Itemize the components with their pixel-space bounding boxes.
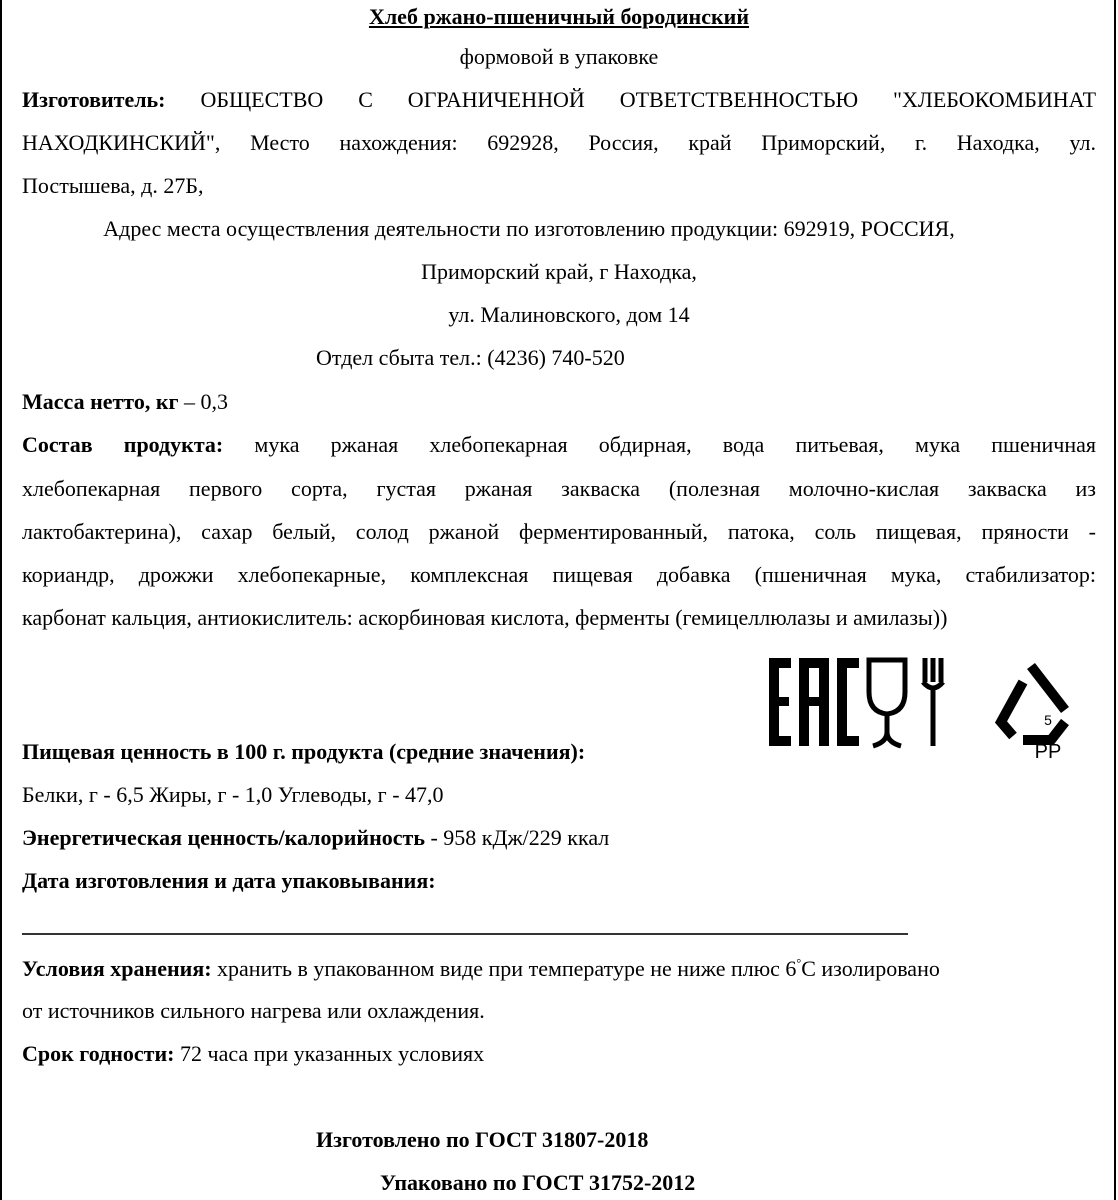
energy-value: Энергетическая ценность/калорийность - 958 кДж/229 ккал — [22, 825, 610, 850]
dates-label: Дата изготовления и дата упаковывания: — [22, 868, 436, 893]
storage-conditions: Условия хранения: хранить в упакованном виде при температуре не ниже плюс 6°С изолировано — [22, 956, 940, 981]
production-address-line-1: Адрес места осуществления деятельности по изготовлению продукции: 692919, РОССИЯ, — [103, 216, 955, 241]
date-fill-line — [22, 933, 908, 935]
manufacturer-line-2: НАХОДКИНСКИЙ", Место нахождения: 692928, Россия, край Приморский, г. Находка, ул. — [22, 130, 1096, 155]
recycle-number: 5 — [1044, 712, 1052, 728]
production-address-line-3: ул. Малиновского, дом 14 — [448, 302, 690, 327]
production-address-line-2: Приморский край, г Находка, — [421, 259, 697, 284]
shelf-life: Срок годности: 72 часа при указанных условиях — [22, 1041, 485, 1066]
composition-label: Состав продукта: — [22, 432, 224, 457]
product-subtitle: формовой в упаковке — [459, 44, 659, 69]
eac-food-recycle-icons — [765, 652, 1105, 762]
manufacturer-line-1: Изготовитель: ОБЩЕСТВО С ОГРАНИЧЕННОЙ ОТВЕТСТВЕННОСТЬЮ "ХЛЕБОКОМБИНАТ — [22, 87, 1097, 112]
nutrition-values: Белки, г - 6,5 Жиры, г - 1,0 Углеводы, г - 47,0 — [22, 782, 444, 807]
food-contact-icon — [869, 658, 943, 746]
gost-packed: Упаковано по ГОСТ 31752-2012 — [380, 1170, 696, 1195]
composition-line-4: кориандр, дрожжи хлебопекарные, комплексная пищевая добавка (пшеничная мука, стабилизатор: — [22, 562, 1096, 587]
storage-conditions-line-2: от источников сильного нагрева или охлаждения. — [22, 998, 485, 1023]
recycle-material: PP — [1034, 741, 1062, 762]
manufacturer-label: Изготовитель: — [22, 87, 166, 112]
eac-mark-icon — [769, 658, 859, 746]
recycle-pp-icon — [1001, 666, 1065, 740]
composition-line-3: лактобактерина), сахар белый, солод ржаной ферментированный, патока, соль пищевая, пряности - — [22, 519, 1096, 544]
net-mass: Масса нетто, кг – 0,3 — [22, 389, 228, 414]
product-title: Хлеб ржано-пшеничный бородинский — [368, 4, 750, 29]
gost-made: Изготовлено по ГОСТ 31807-2018 — [316, 1127, 649, 1152]
nutrition-label: Пищевая ценность в 100 г. продукта (средние значения): — [22, 739, 586, 764]
composition-line-2: хлебопекарная первого сорта, густая ржаная закваска (полезная молочно-кислая закваска из — [22, 476, 1096, 501]
manufacturer-line-3: Постышева, д. 27Б, — [22, 173, 204, 198]
composition-line-5: карбонат кальция, антиокислитель: аскорбиновая кислота, ферменты (гемицеллюлазы и амилазы)) — [22, 605, 948, 630]
certification-logos — [765, 652, 1105, 762]
composition-line-1: Состав продукта: мука ржаная хлебопекарная обдирная, вода питьевая, мука пшеничная — [22, 432, 1097, 457]
sales-phone: Отдел сбыта тел.: (4236) 740-520 — [316, 345, 625, 370]
